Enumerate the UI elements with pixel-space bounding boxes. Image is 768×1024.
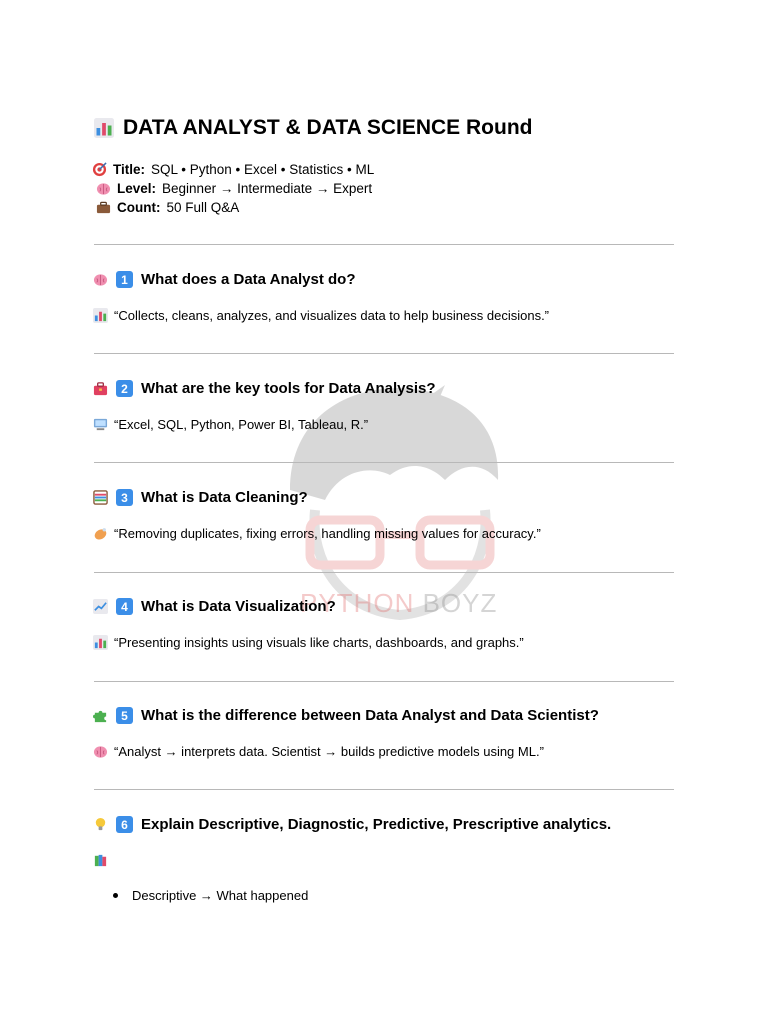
puzzle-icon — [93, 708, 108, 723]
meta-level-line — [96, 181, 372, 196]
question-text: What is Data Visualization? — [141, 598, 336, 615]
answer-6 — [93, 853, 108, 868]
page-title-text: DATA ANALYST & DATA SCIENCE Round — [123, 116, 533, 139]
answer-4 — [93, 635, 524, 650]
toolbox-icon — [93, 381, 108, 396]
question-text: What are the key tools for Data Analysis? — [141, 380, 436, 397]
divider — [94, 244, 674, 245]
list-item-text: Descriptive → What happened — [132, 888, 309, 903]
meta-level-value: Beginner → Intermediate → Expert — [162, 181, 373, 196]
list-item — [113, 888, 308, 903]
question-text: What does a Data Analyst do? — [141, 271, 356, 288]
answer-5 — [93, 744, 544, 759]
python-boyz-watermark-logo — [270, 370, 530, 630]
brain-icon — [96, 181, 111, 196]
bullet-dot — [113, 893, 118, 898]
meta-count-label: Count: — [117, 200, 161, 215]
briefcase-icon — [96, 200, 111, 215]
abacus-icon — [93, 490, 108, 505]
brain-icon — [93, 744, 108, 759]
question-1 — [93, 271, 355, 288]
watermark-text-part1: PYTHON — [300, 588, 415, 618]
question-number-badge: 6 — [116, 816, 133, 833]
divider — [94, 572, 674, 573]
soap-icon — [93, 526, 108, 541]
meta-count-value: 50 Full Q&A — [166, 200, 240, 215]
question-text: What is Data Cleaning? — [141, 489, 308, 506]
line-chart-icon — [93, 599, 108, 614]
books-icon — [93, 853, 108, 868]
divider — [94, 681, 674, 682]
answer-text: “Excel, SQL, Python, Power BI, Tableau, R.” — [114, 417, 369, 432]
watermark-text-part2: BOYZ — [422, 588, 498, 618]
question-2 — [93, 380, 436, 397]
question-number-badge: 4 — [116, 598, 133, 615]
question-number-badge: 3 — [116, 489, 133, 506]
divider — [94, 789, 674, 790]
answer-2 — [93, 417, 368, 432]
question-6 — [93, 816, 611, 833]
answer-text: “Removing duplicates, fixing errors, handling missing values for accuracy.” — [114, 526, 541, 541]
divider — [94, 462, 674, 463]
bar-chart-icon — [93, 308, 108, 323]
answer-text: “Collects, cleans, analyzes, and visualizes data to help business decisions.” — [114, 308, 550, 323]
question-3 — [93, 489, 308, 506]
meta-title-label: Title: — [113, 162, 146, 177]
answer-text: “Analyst → interprets data. Scientist → builds predictive models using ML.” — [114, 744, 544, 759]
bar-chart-icon — [93, 635, 108, 650]
question-text: Explain Descriptive, Diagnostic, Predictive, Prescriptive analytics. — [141, 816, 612, 833]
question-text: What is the difference between Data Analyst and Data Scientist? — [141, 707, 599, 724]
lightbulb-icon — [93, 817, 108, 832]
target-icon — [92, 162, 107, 177]
page-title — [94, 116, 532, 140]
divider — [94, 353, 674, 354]
question-number-badge: 2 — [116, 380, 133, 397]
meta-title-line — [92, 162, 374, 177]
meta-level-label: Level: — [117, 181, 157, 196]
question-4 — [93, 598, 336, 615]
answer-3 — [93, 526, 541, 541]
bar-chart-icon — [94, 118, 114, 138]
question-number-badge: 5 — [116, 707, 133, 724]
meta-title-value: SQL • Python • Excel • Statistics • ML — [151, 162, 375, 177]
computer-icon — [93, 417, 108, 432]
question-5 — [93, 707, 599, 724]
meta-count-line — [96, 200, 239, 215]
answer-1 — [93, 308, 549, 323]
brain-icon — [93, 272, 108, 287]
answer-text: “Presenting insights using visuals like charts, dashboards, and graphs.” — [114, 635, 524, 650]
question-number-badge: 1 — [116, 271, 133, 288]
